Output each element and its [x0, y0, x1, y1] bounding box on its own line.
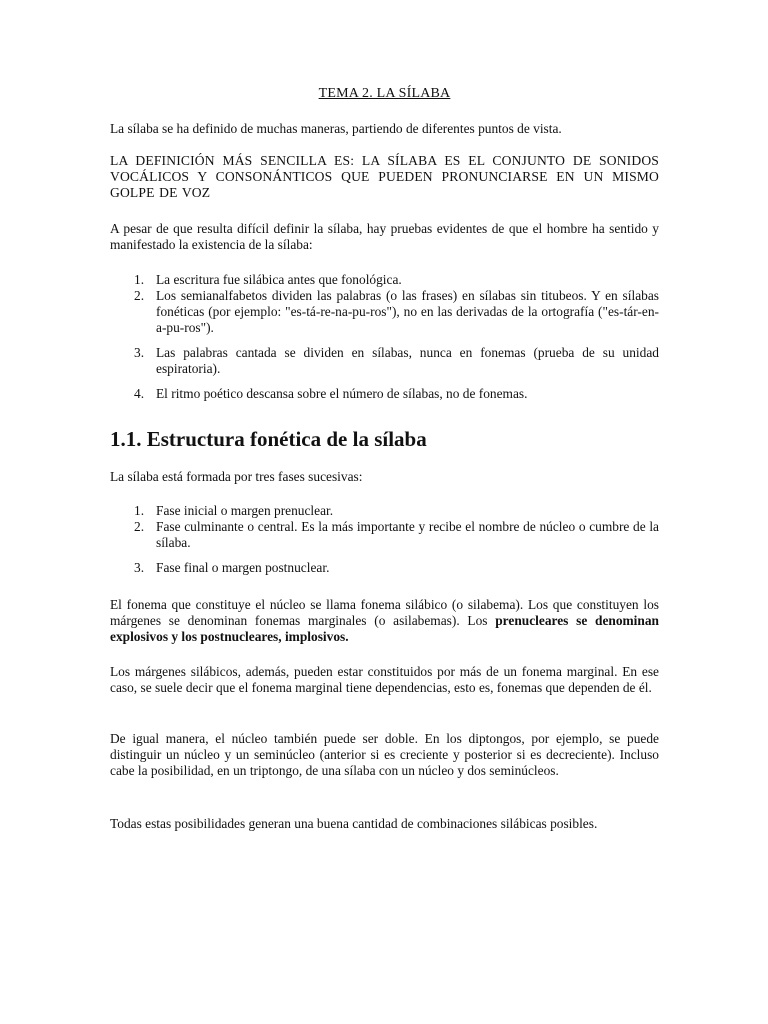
list-item-text: Los semianalfabetos dividen las palabras (o las frases) en sílabas sin titubeos. Y en sílabas fonéticas (por ejemplo: "es-tá-re-na-pu-ros"), no en las derivadas de la ortografía ("es-tár-en-a-pu-ros").	[156, 288, 659, 335]
phases-list	[110, 503, 659, 576]
nucleus-paragraph-bold-text: prenucleares se denominan explosivos y los postnucleares, implosivos.	[110, 613, 659, 644]
list-item	[110, 519, 659, 551]
evidence-intro-paragraph: A pesar de que resulta difícil definir la sílaba, hay pruebas evidentes de que el hombre ha sentido y manifestado la existencia de la sílaba:	[110, 221, 659, 252]
list-item-text: La escritura fue silábica antes que fonológica.	[156, 272, 402, 287]
list-number: 3.	[134, 345, 145, 360]
list-number: 1.	[134, 272, 145, 287]
list-item	[110, 560, 659, 576]
evidence-list	[110, 272, 659, 402]
intro-paragraph: La sílaba se ha definido de muchas maneras, partiendo de diferentes puntos de vista.	[110, 121, 562, 136]
list-item-text: Las palabras cantada se dividen en sílabas, nunca en fonemas (prueba de su unidad espiratoria).	[156, 345, 659, 376]
list-item	[110, 288, 659, 336]
list-number: 2.	[134, 519, 145, 534]
definition-paragraph: LA DEFINICIÓN MÁS SENCILLA ES: LA SÍLABA ES EL CONJUNTO DE SONIDOS VOCÁLICOS Y CONSONÁNTICOS QUE PUEDEN PRONUNCIARSE EN UN MISMO GOLPE DE VOZ	[110, 153, 659, 200]
nucleus-paragraph	[110, 597, 659, 645]
phases-intro-paragraph: La sílaba está formada por tres fases sucesivas:	[110, 469, 363, 484]
document-title: TEMA 2. LA SÍLABA	[318, 86, 451, 101]
double-nucleus-paragraph: De igual manera, el núcleo también puede ser doble. En los diptongos, por ejemplo, se puede distinguir un núcleo y un seminúcleo (anterior si es creciente y posterior si es decreciente). Incluso cabe la posibilidad, en un triptongo, de una sílaba con un núcleo y dos seminúcleos.	[110, 731, 659, 778]
list-item-text: El ritmo poético descansa sobre el número de sílabas, no de fonemas.	[156, 386, 528, 401]
list-number: 2.	[134, 288, 145, 303]
section-heading: 1.1. Estructura fonética de la sílaba	[110, 427, 427, 451]
list-item-text: Fase culminante o central. Es la más importante y recibe el nombre de núcleo o cumbre de la sílaba.	[156, 519, 659, 550]
list-item	[110, 345, 659, 377]
list-item-text: Fase final o margen postnuclear.	[156, 560, 330, 575]
list-number: 3.	[134, 560, 145, 575]
nucleus-paragraph-text: El fonema que constituye el núcleo se llama fonema silábico (o silabema). Los que constituyen los márgenes se denominan fonemas marginales (o asilabemas). Los	[110, 597, 659, 628]
list-item	[110, 503, 659, 519]
conclusion-paragraph: Todas estas posibilidades generan una buena cantidad de combinaciones silábicas posibles.	[110, 816, 598, 831]
list-number: 1.	[134, 503, 145, 518]
list-item-text: Fase inicial o margen prenuclear.	[156, 503, 334, 518]
list-number: 4.	[134, 386, 145, 401]
list-item	[110, 386, 659, 402]
margins-paragraph: Los márgenes silábicos, además, pueden estar constituidos por más de un fonema marginal. En ese caso, se suele decir que el fonema marginal tiene dependencias, esto es, fonemas que dependen de él.	[110, 664, 659, 695]
list-item	[110, 272, 659, 288]
